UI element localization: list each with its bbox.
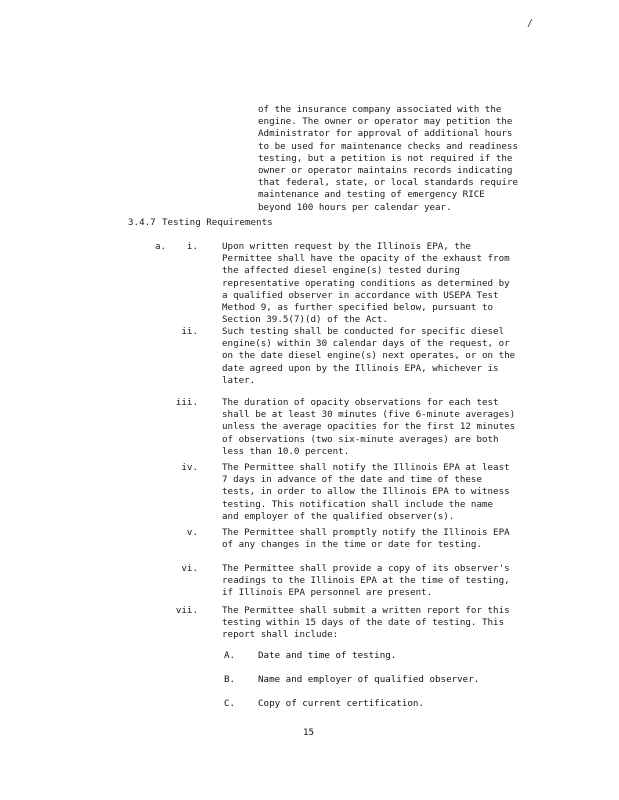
- subitem-number: iii.: [175, 397, 198, 408]
- subitem-text: [222, 241, 510, 326]
- subitem-text: [222, 462, 510, 523]
- subitem-line: date agreed upon by the Illinois EPA, whichever is: [222, 362, 499, 374]
- report-item-text: Copy of current certification.: [258, 698, 424, 709]
- report-item-text: Date and time of testing.: [258, 650, 397, 661]
- report-item-letter: B.: [224, 674, 236, 685]
- subitem-number: vi.: [181, 563, 198, 574]
- section-title: Testing Requirements: [162, 217, 273, 228]
- subitem-line: readings to the Illinois EPA at the time of testing,: [222, 575, 510, 587]
- subitem-line: on the date diesel engine(s) next operates, or on the: [222, 350, 516, 362]
- subitem-number: ii.: [181, 326, 198, 337]
- subitem-line: Method 9, as further specified below, pursuant to: [222, 302, 494, 314]
- subitem-text: [222, 397, 515, 458]
- item-a-letter: a.: [155, 241, 167, 252]
- subitem-line: representative operating conditions as determined by: [222, 277, 510, 289]
- paragraph-line: testing, but a petition is not required if the: [258, 152, 513, 164]
- subitem-line: unless the average opacities for the first 12 minutes: [222, 421, 516, 433]
- subitem-line: report shall include:: [222, 629, 339, 641]
- subitem-line: Upon written request by the Illinois EPA, the: [222, 241, 471, 252]
- subitem-number: v.: [186, 527, 198, 538]
- paragraph-line: of the insurance company associated with the: [258, 104, 502, 115]
- subitem-line: shall be at least 30 minutes (five 6-minute averages): [222, 409, 516, 421]
- paragraph-line: to be used for maintenance checks and readiness: [258, 140, 518, 152]
- subitem-line: The Permittee shall promptly notify the Illinois EPA: [222, 527, 510, 538]
- corner-mark: /: [527, 18, 534, 29]
- subitem-line: The duration of opacity observations for each test: [222, 397, 499, 408]
- subitem-line: The Permittee shall notify the Illinois EPA at least: [222, 462, 510, 473]
- subitem-number: i.: [186, 241, 198, 252]
- subitem-line: The Permittee shall provide a copy of its observer's: [222, 563, 510, 574]
- paragraph-line: owner or operator maintains records indicating: [258, 165, 513, 177]
- paragraph-line: engine. The owner or operator may petition the: [258, 116, 513, 128]
- report-item-letter: A.: [224, 650, 236, 661]
- subitem-text: [222, 326, 515, 387]
- subitem-line: Permittee shall have the opacity of the exhaust from: [222, 253, 510, 265]
- subitem-text: [222, 605, 510, 642]
- report-item-text: Name and employer of qualified observer.: [258, 674, 480, 685]
- paragraph-line: beyond 100 hours per calendar year.: [258, 201, 452, 213]
- subitem-text: [222, 527, 510, 551]
- subitem-line: if Illinois EPA personnel are present.: [222, 587, 433, 599]
- paragraph-line: maintenance and testing of emergency RICE: [258, 189, 485, 201]
- subitem-line: Such testing shall be conducted for specific diesel: [222, 326, 505, 337]
- subitem-line: testing within 15 days of the date of testing. This: [222, 617, 505, 629]
- subitem-line: the affected diesel engine(s) tested during: [222, 265, 460, 277]
- subitem-line: 7 days in advance of the date and time of these: [222, 474, 482, 486]
- subitem-line: testing. This notification shall include the name: [222, 498, 494, 510]
- subitem-line: of observations (two six-minute averages) are both: [222, 433, 499, 445]
- paragraph-line: Administrator for approval of additional hours: [258, 128, 513, 140]
- subitem-line: and employer of the qualified observer(s).: [222, 510, 455, 522]
- continuation-paragraph: [258, 104, 518, 214]
- subitem-number: vii.: [175, 605, 198, 616]
- paragraph-line: that federal, state, or local standards require: [258, 177, 518, 189]
- subitem-line: engine(s) within 30 calendar days of the request, or: [222, 338, 510, 350]
- subitem-line: a qualified observer in accordance with USEPA Test: [222, 289, 499, 301]
- subitem-number: iv.: [181, 462, 198, 473]
- subitem-text: [222, 563, 510, 600]
- report-item-letter: C.: [224, 698, 236, 709]
- page-number: 15: [303, 727, 315, 738]
- subitem-line: Section 39.5(7)(d) of the Act.: [222, 314, 388, 326]
- subitem-line: less than 10.0 percent.: [222, 445, 350, 457]
- subitem-line: The Permittee shall submit a written report for this: [222, 605, 510, 616]
- section-number: 3.4.7: [128, 217, 156, 228]
- subitem-line: tests, in order to allow the Illinois EPA to witness: [222, 486, 510, 498]
- subitem-line: later.: [222, 374, 256, 386]
- subitem-line: of any changes in the time or date for testing.: [222, 539, 482, 551]
